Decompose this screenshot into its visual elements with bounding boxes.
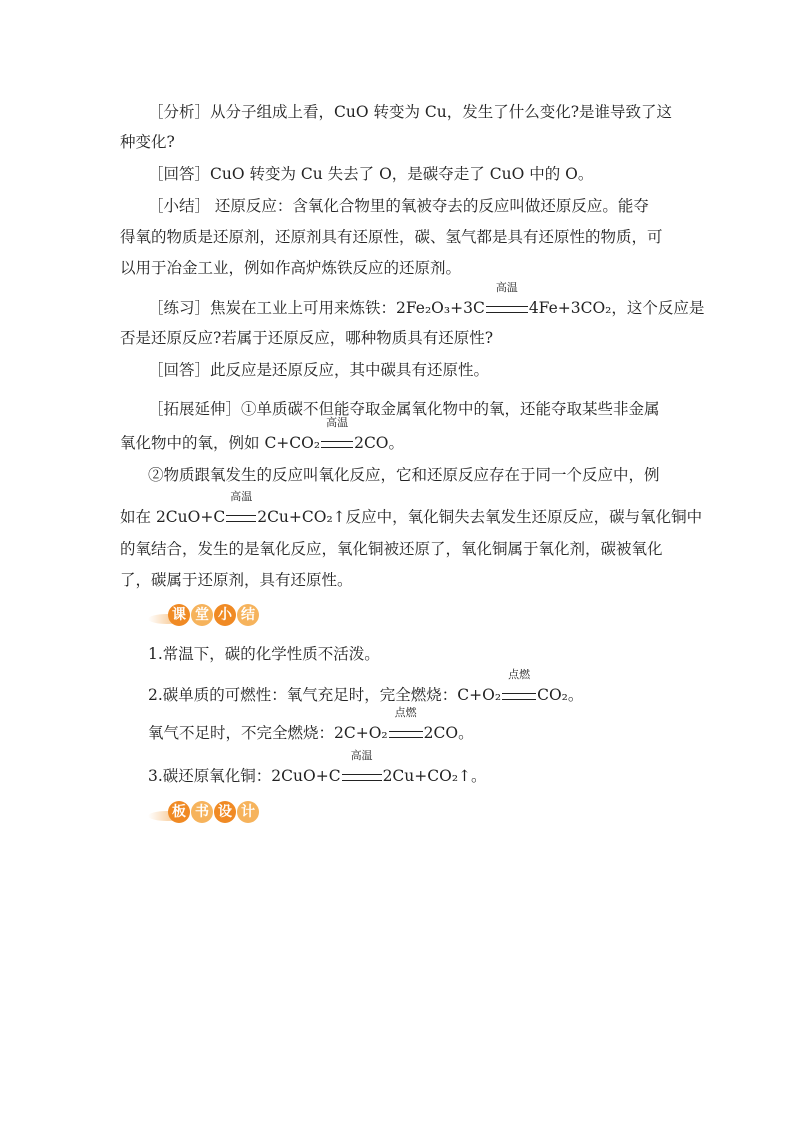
practice-suffix: ，这个反应是 (611, 299, 705, 317)
analysis-line-1: ［分析］从分子组成上看，CuO 转变为 Cu，发生了什么变化?是谁导致了这 (148, 103, 673, 121)
extension-line-5: 的氧结合，发生的是氧化反应，氧化铜被还原了，氧化铜属于氧化剂，碳被氧化 (120, 540, 663, 558)
reaction-condition: 高温 (486, 297, 528, 319)
answer-2: ［回答］此反应是还原反应，其中碳具有还原性。 (148, 361, 490, 379)
heading-char: 板 (168, 801, 190, 823)
heading-char: 堂 (191, 604, 213, 626)
reaction-condition: 点燃 (502, 684, 536, 706)
extension-line-1: ［拓展延伸］①单质碳不但能夺取金属氧化物中的氧，还能夺取某些非金属 (148, 400, 660, 418)
practice-prefix: ［练习］焦炭在工业上可用来炼铁： (148, 299, 397, 317)
reaction-condition: 点燃 (389, 722, 423, 744)
answer-1: ［回答］CuO 转变为 Cu 失去了 O，是碳夺走了 CuO 中的 O。 (148, 165, 594, 183)
point-2b: 氧气不足时，不完全燃烧：2C+O₂ 点燃 2CO。 (148, 706, 474, 742)
point-1: 1.常温下，碳的化学性质不活泼。 (148, 645, 380, 663)
point-3: 3.碳还原氧化铜：2CuO+C 高温 2Cu+CO₂↑。 (148, 749, 487, 785)
extension-line-3: ②物质跟氧发生的反应叫氧化反应，它和还原反应存在于同一个反应中，例 (148, 466, 660, 484)
practice-line-2: 否是还原反应?若属于还原反应，哪种物质具有还原性? (120, 329, 494, 347)
practice-reactants: 2Fe₂O₃+3C (396, 299, 485, 317)
reaction-condition: 高温 (342, 765, 382, 787)
heading-char: 结 (237, 604, 259, 626)
reaction-condition: 高温 (226, 506, 256, 528)
summary-line-1: ［小结］ 还原反应：含氧化合物里的氧被夺去的反应叫做还原反应。能夺 (148, 197, 649, 215)
extension-line-2: 氧化物中的氧，例如 C+CO₂ 高温 2CO。 (120, 416, 405, 452)
heading-char: 设 (214, 801, 236, 823)
practice-line-1 (148, 281, 705, 319)
heading-char: 课 (168, 604, 190, 626)
point-2: 2.碳单质的可燃性：氧气充足时，完全燃烧：C+O₂ 点燃 CO₂。 (148, 668, 584, 704)
practice-products: 4Fe+3CO₂ (528, 299, 612, 317)
reaction-condition: 高温 (321, 432, 353, 454)
heading-char: 小 (214, 604, 236, 626)
extension-line-4: 如在 2CuO+C 高温 2Cu+CO₂↑反应中，氧化铜失去氧发生还原反应，碳与氧化铜中 (120, 490, 703, 526)
analysis-line-2: 种变化? (120, 133, 175, 151)
summary-line-3: 以用于冶金工业，例如作高炉炼铁反应的还原剂。 (120, 259, 462, 277)
summary-line-2: 得氧的物质是还原剂，还原剂具有还原性，碳、氢气都是具有还原性的物质，可 (120, 228, 663, 246)
extension-line-6: 了，碳属于还原剂，具有还原性。 (120, 571, 353, 589)
heading-char: 计 (237, 801, 259, 823)
heading-char: 书 (191, 801, 213, 823)
